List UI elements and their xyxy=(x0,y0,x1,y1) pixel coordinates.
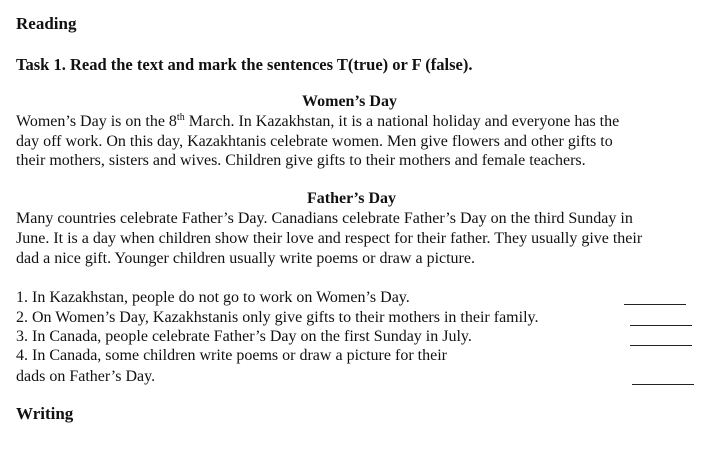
fathers-day-title: Father’s Day xyxy=(307,190,397,207)
womens-day-line1-end: March. In Kazakhstan, it is a national holiday and everyone has the xyxy=(184,113,620,130)
statement-3: 3. In Canada, people celebrate Father’s Day on the first Sunday in July. xyxy=(16,328,472,345)
fathers-day-text-line: dad a nice gift. Younger children usually write poems or draw a picture. xyxy=(16,250,475,267)
womens-day-text-line: their mothers, sisters and wives. Children give gifts to their mothers and female teachers. xyxy=(16,152,586,169)
answer-blank-2[interactable] xyxy=(630,325,692,326)
answer-blank-1[interactable] xyxy=(624,304,686,305)
statement-4-line-1: 4. In Canada, some children write poems or draw a picture for their xyxy=(16,347,447,364)
statement-2: 2. On Women’s Day, Kazakhstanis only give gifts to their mothers in their family. xyxy=(16,309,539,326)
ordinal-suffix: th xyxy=(176,112,185,123)
answer-blank-4[interactable] xyxy=(632,384,694,385)
womens-day-title: Women’s Day xyxy=(302,93,397,110)
answer-blank-3[interactable] xyxy=(630,345,692,346)
statement-4-line-2: dads on Father’s Day. xyxy=(16,368,156,385)
statement-1: 1. In Kazakhstan, people do not go to work on Women’s Day. xyxy=(16,289,410,306)
writing-heading: Writing xyxy=(16,404,74,423)
fathers-day-text-line: Many countries celebrate Father’s Day. Canadians celebrate Father’s Day on the third Sunday in xyxy=(16,210,633,227)
reading-heading: Reading xyxy=(16,14,77,33)
womens-day-line1-start: Women’s Day is on the 8 xyxy=(16,113,177,130)
task1-instruction: Task 1. Read the text and mark the sentences T(true) or F (false). xyxy=(16,55,473,74)
womens-day-text-line: day off work. On this day, Kazakhtanis celebrate women. Men give flowers and other gifts to xyxy=(16,133,613,150)
womens-day-text-line xyxy=(16,113,619,131)
fathers-day-text-line: June. It is a day when children show their love and respect for their father. They usually give their xyxy=(16,230,643,247)
